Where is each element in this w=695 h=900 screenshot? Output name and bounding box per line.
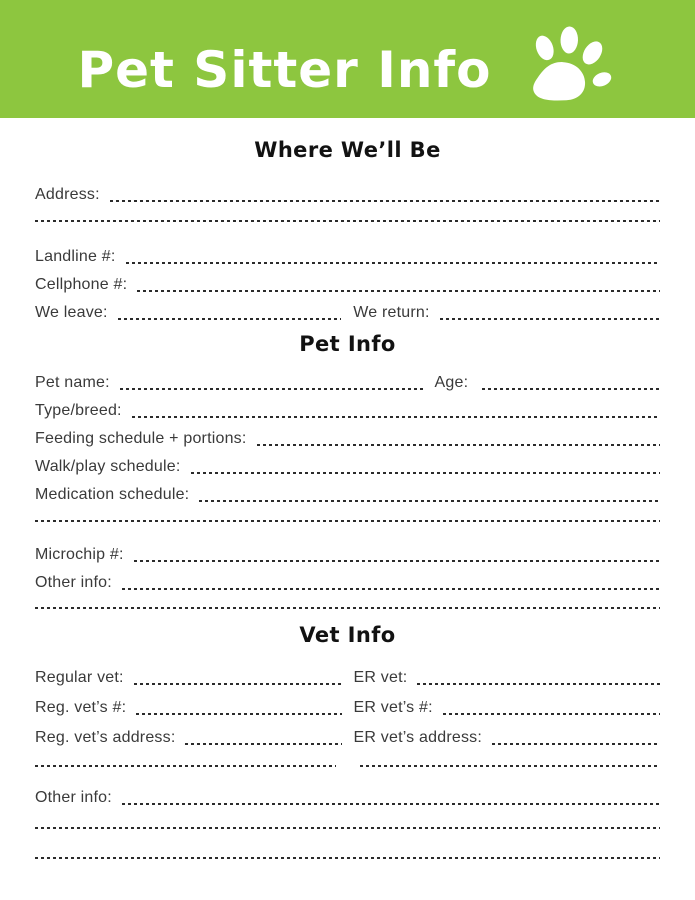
reg-vet-address-write-line-2: [35, 765, 336, 767]
regular-vet-label: Regular vet:: [35, 669, 124, 686]
cellphone-label: Cellphone #:: [35, 276, 128, 293]
reg-vet-address-label: Reg. vet’s address:: [35, 729, 176, 746]
vet-other-info-write-line-3: [35, 857, 660, 859]
field-er-vet-address: [354, 721, 661, 749]
field-walk-play-schedule: [35, 450, 660, 478]
er-vet-number-label: ER vet’s #:: [353, 699, 433, 716]
vet-other-info-label: Other info:: [35, 789, 112, 806]
section-pet-info: [35, 332, 660, 609]
address-label: Address:: [35, 186, 100, 203]
regular-vet-write-line: [134, 683, 342, 685]
field-microchip: [35, 538, 660, 566]
er-vet-address-write-line-2: [360, 765, 661, 767]
address-write-line: [110, 200, 660, 202]
landline-write-line: [126, 262, 661, 264]
landline-label: Landline #:: [35, 248, 116, 265]
section-heading-vet: Vet Info: [299, 623, 396, 647]
microchip-write-line: [134, 560, 660, 562]
field-vet-other-info: [35, 781, 660, 809]
header-band: [0, 0, 695, 118]
field-feeding-schedule: [35, 422, 660, 450]
field-cellphone: [35, 268, 660, 296]
field-er-vet-number: [354, 691, 661, 719]
reg-vet-number-label: Reg. vet’s #:: [35, 699, 127, 716]
we-leave-write-line: [118, 318, 342, 320]
age-write-line: [482, 388, 660, 390]
er-vet-address-write-line: [492, 743, 660, 745]
pet-other-info-label: Other info:: [35, 574, 112, 591]
vet-other-info-write-line: [122, 803, 660, 805]
field-age: [435, 372, 661, 394]
medication-label: Medication schedule:: [35, 486, 190, 503]
pet-other-info-write-line-2: [35, 607, 660, 609]
form-body: [0, 138, 695, 859]
field-petname-age: [35, 366, 660, 394]
paw-print-icon: [522, 14, 618, 110]
age-label: Age:: [434, 374, 469, 391]
field-reg-vet-address: [35, 721, 342, 749]
field-pet-name: [35, 372, 423, 394]
feeding-schedule-write-line: [257, 444, 660, 446]
pet-other-info-write-line: [122, 588, 660, 590]
medication-write-line-2: [35, 520, 660, 522]
field-address: [35, 178, 660, 206]
microchip-label: Microchip #:: [35, 546, 124, 563]
address-write-line-2: [35, 220, 660, 222]
reg-vet-address-write-line: [185, 743, 341, 745]
field-type-breed: [35, 394, 660, 422]
vet-address-continuation: [35, 765, 660, 767]
type-breed-write-line: [132, 416, 660, 418]
walk-play-label: Walk/play schedule:: [35, 458, 181, 475]
we-return-write-line: [440, 318, 660, 320]
field-regular-vet: [35, 661, 342, 689]
section-vet-info: [35, 623, 660, 859]
field-er-vet: [354, 661, 661, 689]
field-pet-other-info: [35, 566, 660, 594]
field-we-leave: [35, 302, 341, 324]
field-leave-return: [35, 296, 660, 324]
field-we-return: [353, 302, 660, 324]
section-heading-pet: Pet Info: [299, 332, 396, 356]
cellphone-write-line: [137, 290, 660, 292]
er-vet-number-write-line: [443, 713, 660, 715]
field-landline: [35, 240, 660, 268]
vet-other-info-write-line-2: [35, 827, 660, 829]
pet-name-label: Pet name:: [35, 374, 110, 391]
field-reg-vet-number: [35, 691, 342, 719]
pet-name-write-line: [120, 388, 423, 390]
reg-vet-number-write-line: [136, 713, 341, 715]
field-medication-schedule: [35, 478, 660, 506]
er-vet-label: ER vet:: [353, 669, 408, 686]
page-title: Pet Sitter Info: [77, 41, 492, 99]
section-where-well-be: [35, 138, 660, 324]
feeding-schedule-label: Feeding schedule + portions:: [35, 430, 247, 447]
we-return-label: We return:: [353, 304, 430, 321]
er-vet-write-line: [417, 683, 660, 685]
we-leave-label: We leave:: [35, 304, 108, 321]
walk-play-write-line: [191, 472, 661, 474]
er-vet-address-label: ER vet’s address:: [353, 729, 482, 746]
vet-columns: [35, 661, 660, 749]
type-breed-label: Type/breed:: [35, 402, 122, 419]
medication-write-line: [199, 500, 660, 502]
section-heading-where: Where We’ll Be: [254, 138, 441, 162]
